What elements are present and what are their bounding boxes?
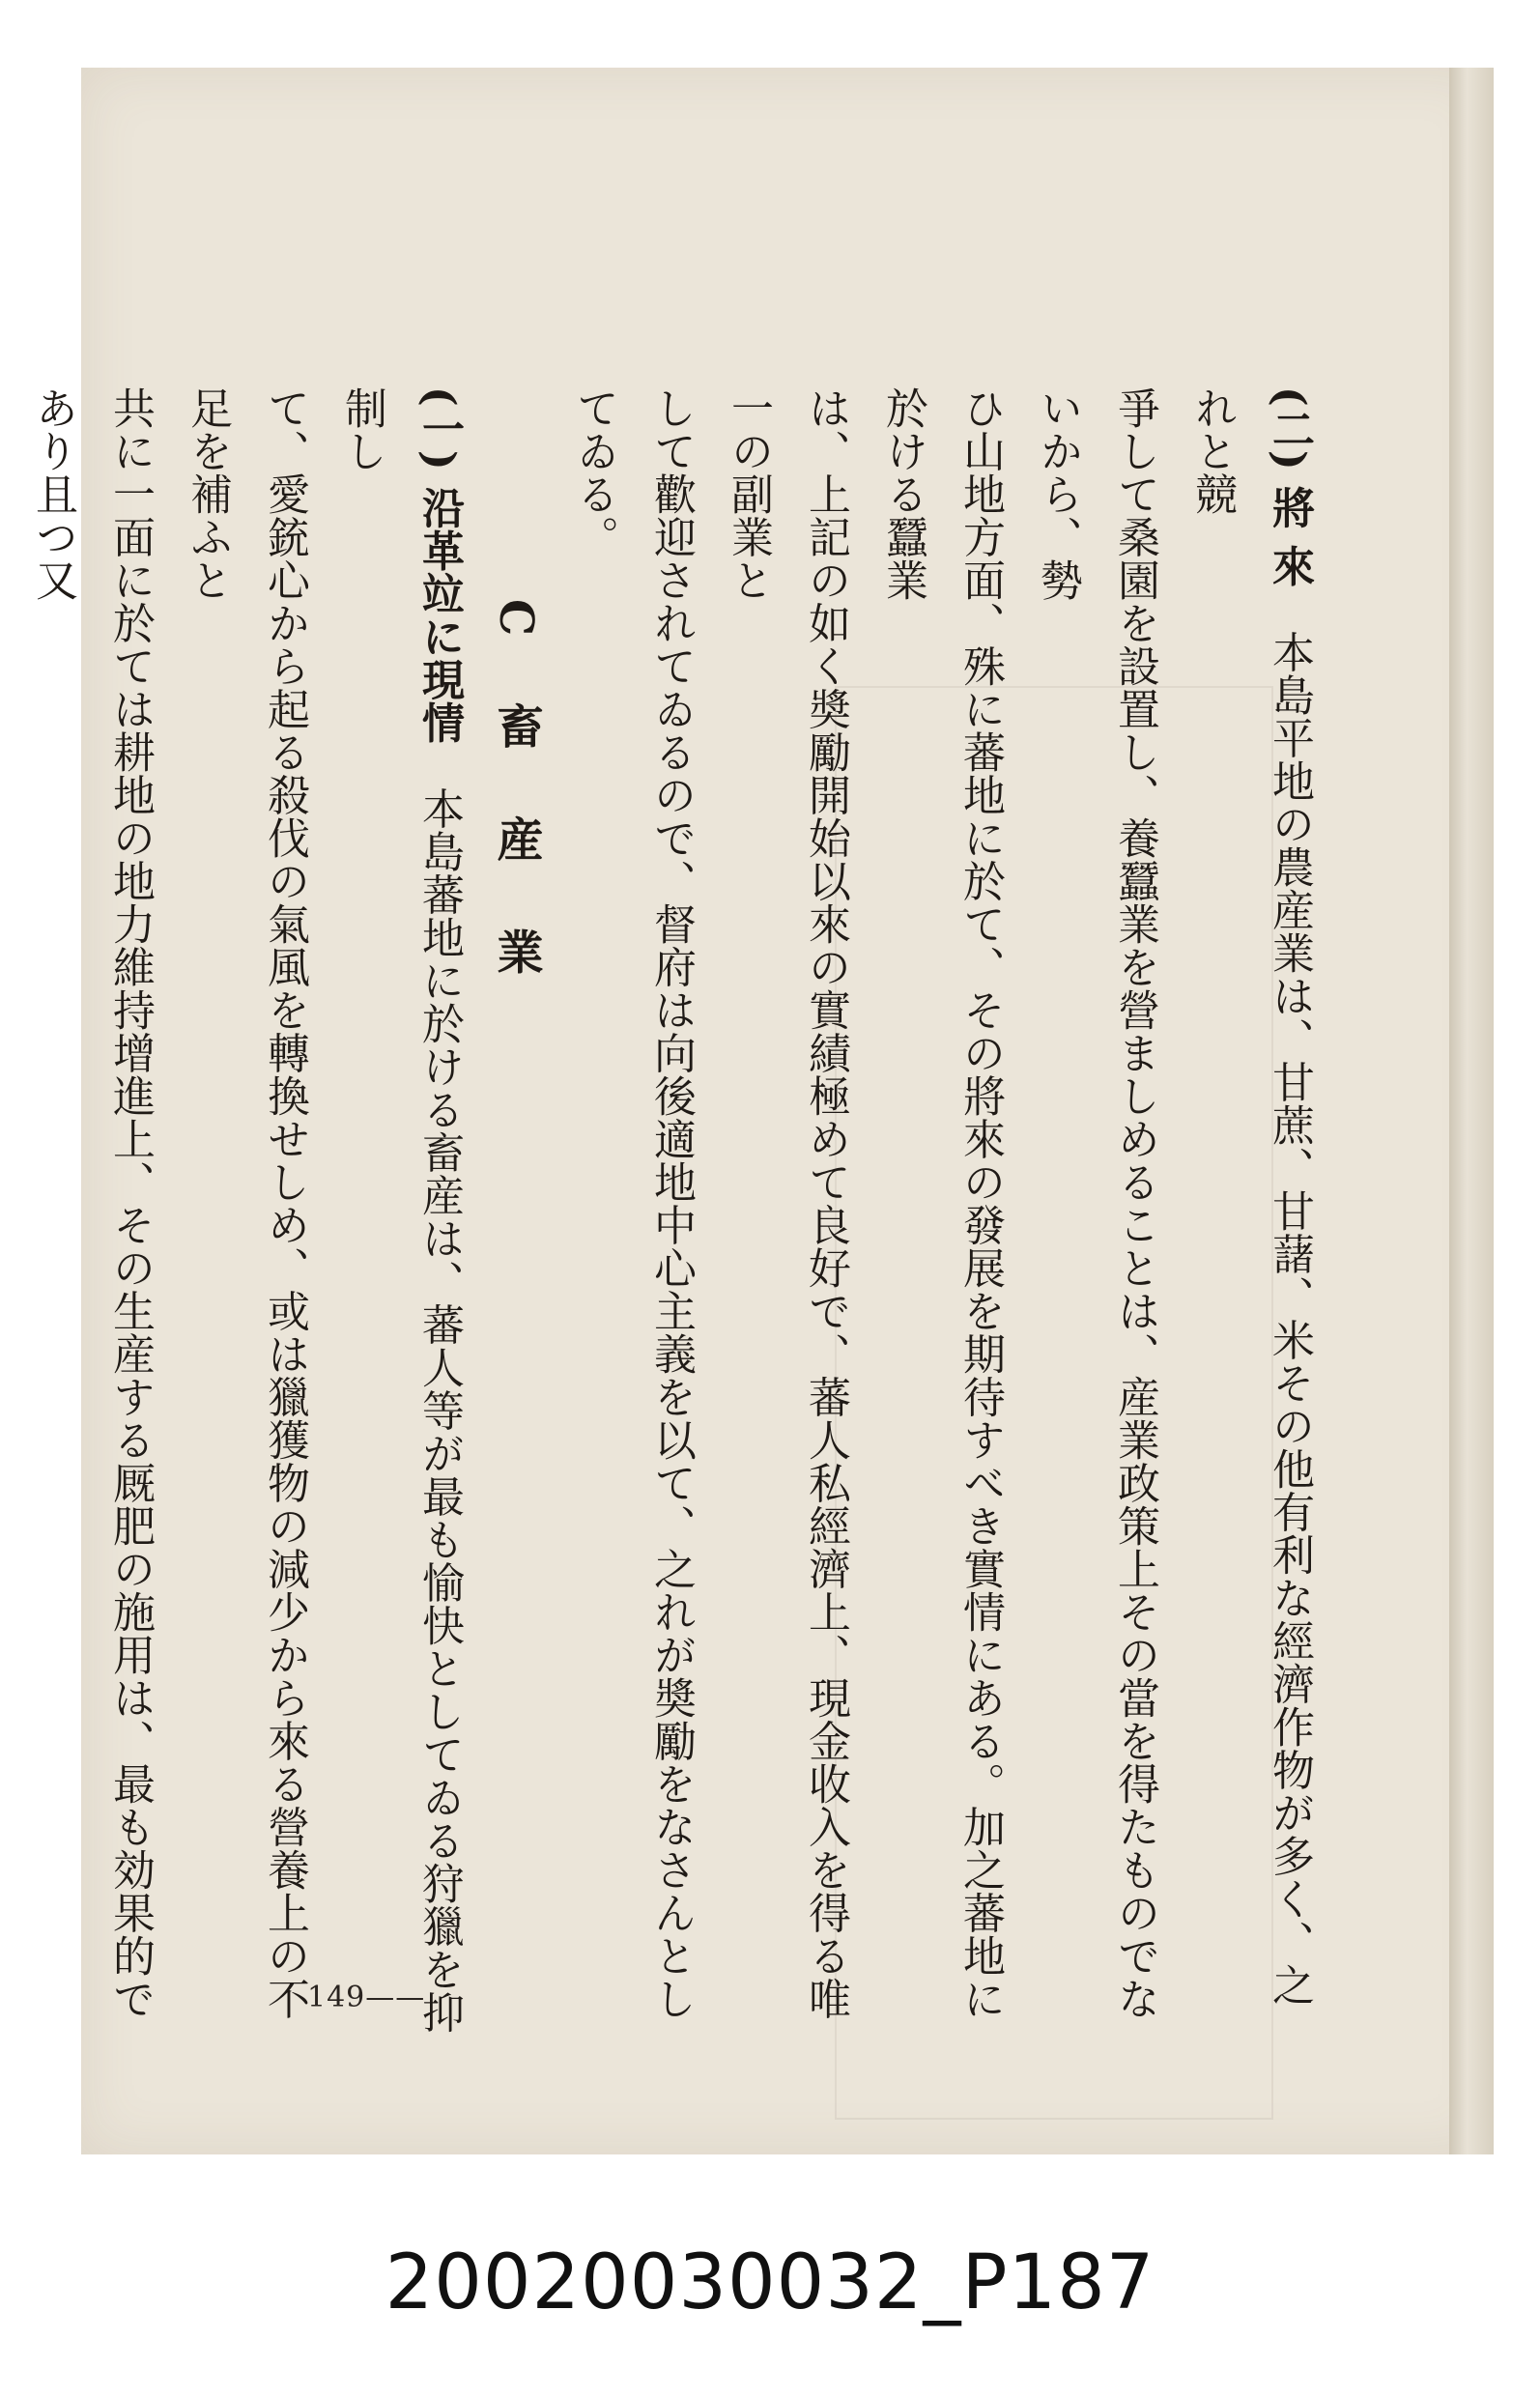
text-line: 爭して桑園を設置し、養蠶業を營ましめることは、産業政策上その當を得たものでないから、勢 — [1033, 386, 1159, 2020]
text-line: 共に一面に於ては耕地の地力維持增進上、その生産する厩肥の施用は、最も効果的であり且つ又 — [28, 386, 155, 2020]
text-line: (二) 將 來 本島平地の農産業は、甘蔗、甘藷、米その他有利な經濟作物が多く、之れと競 — [1187, 386, 1314, 2007]
archive-id-caption: 20020030032_P187 — [385, 2239, 1155, 2326]
vertical-text-body — [0, 386, 1327, 2048]
page-number: 149—— — [307, 1981, 426, 2014]
text-line: ひ山地方面、殊に蕃地に於て、その將來の發展を期待すべき實情にある。加之蕃地に於ける蠶業 — [878, 386, 1005, 2020]
chapter-title: C 畜 産 業 — [489, 599, 543, 1000]
text-line: (一) 沿革竝に現情 本島蕃地に於ける畜産は、蕃人等が最も愉快としてゐる狩獵を抑制し — [337, 386, 464, 2034]
section-heading: (一) 沿革竝に現情 — [414, 386, 464, 744]
section-heading: (二) 將 來 — [1265, 386, 1314, 587]
text-line: は、上記の如く奬勵開始以來の實績極めて良好で、蕃人私經濟上、現金收入を得る唯一の副業と — [724, 386, 850, 2020]
text-line — [0, 386, 14, 2048]
text-line: て、愛銃心から起る殺伐の氣風を轉換せしめ、或は獵獲物の減少から來る營養上の不足を補ふと — [183, 386, 309, 2020]
text-line: して歡迎されてゐるので、督府は向後適地中心主義を以て、之れが奬勵をなさんとしてゐる。 — [569, 386, 696, 2020]
